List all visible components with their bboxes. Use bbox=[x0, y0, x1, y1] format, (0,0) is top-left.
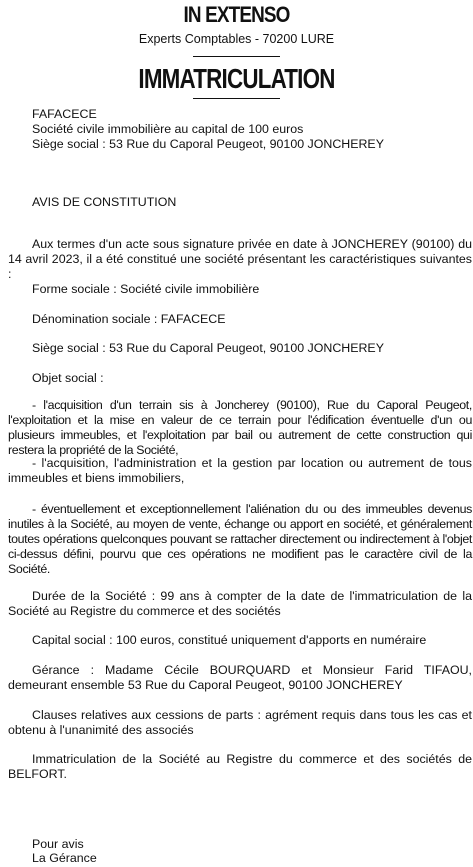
notice-intro: Aux termes d'un acte sous signature privée en date à JONCHEREY (90100) du 14 avril 2023, il a été constitué une société présentant les caractéristiques suivantes : bbox=[8, 237, 472, 281]
objet-label: Objet social : bbox=[32, 371, 104, 385]
capital-social: Capital social : 100 euros, constitué uniquement d'apports en numéraire bbox=[32, 633, 427, 647]
siege-social: Siège social : 53 Rue du Caporal Peugeot, 90100 JONCHEREY bbox=[32, 341, 384, 355]
brand-title: IN EXTENSO bbox=[183, 2, 290, 27]
objet-item-2: - l'acquisition, l'administration et la gestion par location ou autrement de tous immeubles et biens immobiliers, bbox=[8, 456, 472, 485]
company-form: Société civile immobilière au capital de 100 euros bbox=[32, 122, 304, 136]
objet-item-1: - l'acquisition d'un terrain sis à Joncherey (90100), Rue du Caporal Peugeot, l'exploitation et la mise en valeur de ce terrain pour l'édification éventuelle d'un ou plusieurs immeubles, et l'exploitation par bail ou autrement de cette construction qui restera la propriété de la Société, bbox=[8, 398, 472, 457]
bottom-divider bbox=[193, 98, 280, 99]
gerance: Gérance : Madame Cécile BOURQUARD et Monsieur Farid TIFAOU, demeurant ensemble 53 Rue du Caporal Peugeot, 90100 JONCHEREY bbox=[8, 663, 472, 692]
signature-line-2: La Gérance bbox=[32, 851, 97, 865]
notice-heading: AVIS DE CONSTITUTION bbox=[32, 195, 177, 209]
company-name: FAFACECE bbox=[32, 107, 97, 121]
duree: Durée de la Société : 99 ans à compter de la date de l'immatriculation de la Société au Registre du commerce et des sociétés bbox=[8, 589, 472, 618]
signature-line-1: Pour avis bbox=[32, 837, 84, 851]
immatriculation: Immatriculation de la Société au Registre du commerce et des sociétés de BELFORT. bbox=[8, 752, 472, 781]
brand-subtitle: Experts Comptables - 70200 LURE bbox=[138, 32, 335, 46]
company-seat: Siège social : 53 Rue du Caporal Peugeot, 90100 JONCHEREY bbox=[32, 137, 384, 151]
objet-item-3: - éventuellement et exceptionnellement l'aliénation du ou des immeubles devenus inutiles à la Société, au moyen de vente, échange ou apport en société, et généralement toutes opérations quelconques pouvant se rattacher directement ou indirectement à l'objet ci-dessus défini, pourvu que ces opérations ne modifient pas le caractère civil de la Société. bbox=[8, 502, 472, 576]
top-divider bbox=[193, 56, 280, 57]
section-title: IMMATRICULATION bbox=[138, 63, 335, 94]
clauses-cession: Clauses relatives aux cessions de parts : agrément requis dans tous les cas et obtenu à l'unanimité des associés bbox=[8, 708, 472, 737]
denomination-sociale: Dénomination sociale : FAFACECE bbox=[32, 312, 226, 326]
forme-sociale: Forme sociale : Société civile immobilière bbox=[32, 282, 260, 296]
